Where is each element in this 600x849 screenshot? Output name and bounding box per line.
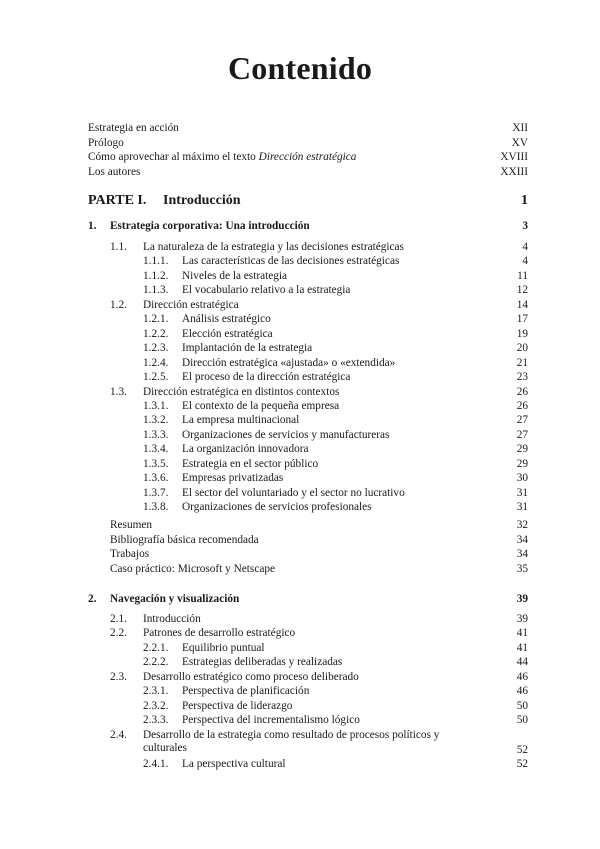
front-matter-entry: [0, 151, 600, 164]
entry-title: Introducción: [143, 613, 201, 625]
entry-page-number: 44: [516, 656, 528, 669]
entry-title: Dirección estratégica: [143, 298, 239, 311]
entry-page-number: 29: [516, 443, 528, 456]
entry-title: Perspectiva del incrementalismo lógico: [182, 714, 360, 727]
entry-page-number: 17: [516, 313, 528, 326]
entry-title: Estrategias deliberadas y realizadas: [182, 656, 343, 669]
subsection-entry: [0, 255, 600, 268]
entry-page-number: 41: [516, 641, 528, 654]
section-entry: [0, 299, 600, 312]
entry-page-number: 26: [516, 399, 528, 412]
entry-number: 2.4.1.: [143, 757, 169, 770]
entry-number: 1.1.2.: [143, 269, 169, 282]
subsection-entry: [0, 642, 600, 655]
entry-page-number: 31: [516, 501, 528, 514]
subsection-entry: [0, 472, 600, 485]
subsection-entry: [0, 685, 600, 698]
entry-title: Prólogo: [88, 136, 124, 149]
section-entry: [0, 627, 600, 640]
section-entry: [0, 386, 600, 399]
chapter-extra-entry: [0, 534, 600, 547]
entry-page-number: 19: [516, 327, 528, 340]
subsection-entry: [0, 429, 600, 442]
entry-title: Perspectiva de liderazgo: [182, 699, 293, 712]
entry-title: Introducción: [163, 194, 241, 207]
entry-number: 1.1.3.: [143, 284, 169, 297]
entry-title: Niveles de la estrategia: [182, 269, 288, 282]
entry-number: 2.2.2.: [143, 656, 169, 669]
subsection-entry: [0, 487, 600, 500]
entry-page-number: XVIII: [500, 151, 528, 164]
entry-number: 2.3.3.: [143, 714, 169, 727]
entry-page-number: 46: [516, 670, 528, 683]
section-entry: [0, 729, 600, 757]
entry-title: Estrategia en el sector público: [182, 457, 319, 470]
entry-number: 1.3.4.: [143, 443, 169, 456]
subsection-entry: [0, 501, 600, 514]
entry-page-number: 41: [516, 627, 528, 640]
entry-number: 1.3.3.: [143, 428, 169, 441]
entry-page-number: 27: [516, 414, 528, 427]
subsection-entry: [0, 443, 600, 456]
entry-page-number: 12: [516, 284, 528, 297]
entry-page-number: 46: [516, 685, 528, 698]
entry-title: Elección estratégica: [182, 327, 273, 340]
subsection-entry: [0, 656, 600, 669]
entry-page-number: 29: [516, 457, 528, 470]
entry-number: 1.1.1.: [143, 255, 169, 268]
entry-page-number: 39: [516, 613, 528, 625]
section-entry: [0, 613, 600, 626]
entry-number: 2.: [88, 593, 97, 605]
entry-title: Organizaciones de servicios profesionales: [182, 501, 372, 514]
subsection-entry: [0, 414, 600, 427]
subsection-entry: [0, 714, 600, 727]
entry-number: 1.3.7.: [143, 486, 169, 499]
entry-page-number: 52: [516, 743, 528, 756]
entry-number: 2.2.1.: [143, 641, 169, 654]
entry-page-number: 30: [516, 472, 528, 485]
entry-title: Empresas privatizadas: [182, 472, 284, 485]
subsection-entry: [0, 458, 600, 471]
entry-page-number: 50: [516, 714, 528, 727]
entry-page-number: 26: [516, 385, 528, 398]
entry-title: Caso práctico: Microsoft y Netscape: [110, 562, 276, 575]
section-entry: [0, 671, 600, 684]
page-title: Contenido: [227, 50, 373, 86]
entry-title: El proceso de la dirección estratégica: [182, 371, 351, 384]
entry-title: Las características de las decisiones estratégicas: [182, 255, 400, 268]
entry-number: 1.2.5.: [143, 371, 169, 384]
entry-title: Dirección estratégica «ajustada» o «extendida»: [182, 356, 396, 369]
entry-page-number: XII: [512, 122, 528, 134]
entry-title: Desarrollo estratégico como proceso deliberado: [143, 670, 359, 683]
entry-title: Cómo aprovechar al máximo el texto Dirección estratégica: [88, 151, 357, 164]
entry-page-number: 4: [522, 241, 528, 253]
entry-title: El vocabulario relativo a la estrategia: [182, 284, 351, 297]
entry-number: 1.: [88, 220, 97, 232]
subsection-entry: [0, 400, 600, 413]
entry-number: 2.3.: [110, 670, 127, 683]
subsection-entry: [0, 700, 600, 713]
entry-number: 2.3.1.: [143, 685, 169, 698]
entry-number: 1.1.: [110, 241, 127, 253]
entry-number: 1.3.6.: [143, 472, 169, 485]
section-entry: [0, 241, 600, 254]
front-matter-entry: [0, 166, 600, 179]
subsection-entry: [0, 284, 600, 297]
subsection-entry: [0, 357, 600, 370]
entry-page-number: 23: [516, 371, 528, 384]
subsection-entry: [0, 371, 600, 384]
entry-page-number: 35: [516, 562, 528, 575]
entry-title: Dirección estratégica en distintos contextos: [143, 385, 340, 398]
entry-title: Implantación de la estrategia: [182, 342, 313, 355]
entry-page-number: 14: [516, 298, 528, 311]
entry-number: 2.1.: [110, 613, 127, 625]
entry-page-number: 27: [516, 428, 528, 441]
entry-page-number: 34: [516, 548, 528, 561]
entry-number: 1.3.5.: [143, 457, 169, 470]
entry-title: Los autores: [88, 166, 141, 179]
subsection-entry: [0, 328, 600, 341]
entry-page-number: 52: [516, 757, 528, 770]
entry-title: Bibliografía básica recomendada: [110, 533, 259, 546]
entry-title-italic: Dirección estratégica: [258, 151, 357, 164]
entry-title: Navegación y visualización: [110, 593, 240, 605]
entry-title: La empresa multinacional: [182, 414, 300, 427]
chapter-extra-entry: [0, 548, 600, 561]
chapter-heading: [0, 593, 600, 606]
entry-page-number: 31: [516, 486, 528, 499]
entry-page-number: 21: [516, 356, 528, 369]
entry-title: La perspectiva cultural: [182, 757, 286, 770]
entry-title: La organización innovadora: [182, 443, 309, 456]
part-heading: [0, 194, 600, 207]
entry-number: 1.3.1.: [143, 399, 169, 412]
entry-title: Organizaciones de servicios y manufactureras: [182, 428, 390, 441]
entry-number: 2.4.: [110, 728, 127, 741]
entry-number: 1.2.: [110, 298, 127, 311]
entry-title: Estrategia en acción: [88, 122, 179, 134]
entry-number: 1.2.4.: [143, 356, 169, 369]
entry-number: 2.3.2.: [143, 699, 169, 712]
entry-title: Desarrollo de la estrategia como resultado de procesos políticos y culturales: [143, 728, 440, 754]
entry-number: 1.3.8.: [143, 501, 169, 514]
entry-number: 1.2.1.: [143, 313, 169, 326]
entry-page-number: XXIII: [500, 166, 528, 179]
entry-title: El sector del voluntariado y el sector no lucrativo: [182, 486, 405, 499]
entry-page-number: 39: [516, 593, 528, 605]
entry-page-number: 50: [516, 699, 528, 712]
entry-title: El contexto de la pequeña empresa: [182, 399, 340, 412]
entry-page-number: XV: [511, 136, 528, 149]
front-matter-entry: [0, 122, 600, 135]
entry-number: 1.3.: [110, 385, 127, 398]
entry-number: 1.2.2.: [143, 327, 169, 340]
entry-page-number: 11: [517, 269, 528, 282]
entry-page-number: 32: [516, 519, 528, 531]
entry-page-number: 20: [516, 342, 528, 355]
entry-title: Perspectiva de planificación: [182, 685, 310, 698]
entry-title: Resumen: [110, 519, 153, 531]
entry-number: PARTE I.: [88, 193, 147, 208]
entry-title: Equilibrio puntual: [182, 641, 265, 654]
entry-page-number: 4: [522, 255, 528, 268]
front-matter-entry: [0, 137, 600, 150]
chapter-extra-entry: [0, 563, 600, 576]
entry-title: Patrones de desarrollo estratégico: [143, 627, 296, 640]
subsection-entry: [0, 342, 600, 355]
entry-number: 1.3.2.: [143, 414, 169, 427]
entry-title: La naturaleza de la estrategia y las decisiones estratégicas: [143, 241, 404, 253]
subsection-entry: [0, 270, 600, 283]
subsection-entry: [0, 758, 600, 771]
entry-title: Análisis estratégico: [182, 313, 271, 326]
chapter-extra-entry: [0, 519, 600, 532]
entry-page-number: 1: [521, 193, 528, 208]
chapter-heading: [0, 220, 600, 233]
entry-title: Trabajos: [110, 548, 150, 561]
entry-title: Estrategia corporativa: Una introducción: [110, 220, 310, 232]
entry-page-number: 3: [522, 220, 528, 232]
subsection-entry: [0, 313, 600, 326]
entry-page-number: 34: [516, 533, 528, 546]
entry-number: 1.2.3.: [143, 342, 169, 355]
entry-number: 2.2.: [110, 627, 127, 640]
